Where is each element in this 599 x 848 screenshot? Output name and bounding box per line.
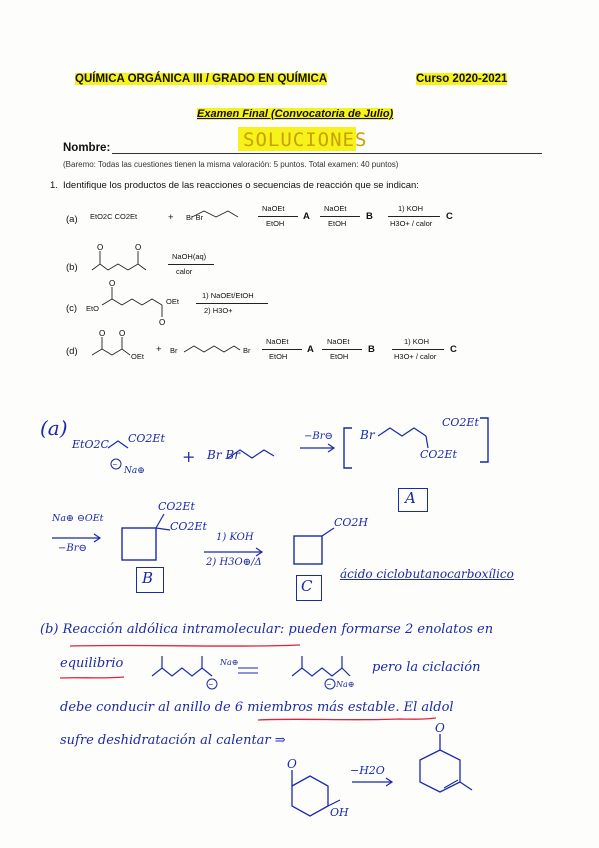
hand-b-line2-rest: pero la ciclación bbox=[372, 660, 481, 675]
hand-product-a-co2et-1: CO2Et bbox=[442, 416, 479, 429]
reaction-d-arrow1 bbox=[262, 349, 302, 350]
hand-box-c-text: C bbox=[301, 577, 313, 595]
hand-product-a-co2et-2: CO2Et bbox=[420, 448, 457, 461]
hand-step2-top: Na⊕ ⊖OEt bbox=[52, 513, 104, 524]
reaction-a-product-b: B bbox=[366, 211, 373, 222]
reaction-d-label: (d) bbox=[66, 346, 78, 357]
svg-text:O: O bbox=[159, 318, 166, 327]
hand-enolate-na: Na⊕ bbox=[124, 466, 145, 476]
hand-box-a-text: A bbox=[405, 489, 416, 507]
course-year: Curso 2020-2021 bbox=[416, 73, 508, 85]
question-number: 1. bbox=[50, 180, 58, 191]
svg-text:O: O bbox=[435, 721, 445, 735]
reaction-d-step3-top: 1) KOH bbox=[404, 337, 430, 346]
reaction-d-step2-bot: EtOH bbox=[330, 352, 349, 361]
reaction-d-arrow2 bbox=[322, 349, 362, 350]
svg-text:−: − bbox=[112, 460, 118, 469]
reaction-a-step1-bot: EtOH bbox=[266, 219, 285, 228]
exam-title: Examen Final (Convocatoria de Julio) bbox=[197, 108, 394, 120]
hand-b-na: Na⊕ bbox=[220, 658, 239, 667]
reaction-b-reagent-bot: calor bbox=[176, 267, 193, 276]
hand-oh: OH bbox=[330, 806, 349, 819]
reaction-d-arrow3 bbox=[392, 349, 444, 350]
reaction-a-arrow2 bbox=[320, 216, 360, 217]
hand-b-co2et-1: CO2Et bbox=[158, 500, 195, 513]
hand-a-label: (a) bbox=[40, 416, 68, 440]
reaction-c-eto: EtO bbox=[86, 304, 99, 313]
reaction-d-br2: Br bbox=[243, 346, 251, 355]
reaction-d-product-a: A bbox=[307, 344, 314, 355]
reaction-a-product-a: A bbox=[303, 211, 310, 222]
reaction-a-step3-top: 1) KOH bbox=[398, 204, 424, 213]
hand-b-equilibrio: equilibrio bbox=[60, 656, 124, 671]
reaction-a-malonate: EtO2C CO2Et bbox=[90, 212, 138, 221]
reaction-a-step2-top: NaOEt bbox=[324, 204, 347, 213]
hand-c-co2h: CO2H bbox=[334, 516, 369, 529]
reaction-b-reagent-top: NaOH(aq) bbox=[172, 252, 207, 261]
course-title: QUÍMICA ORGÁNICA III / GRADO EN QUÍMICA bbox=[75, 73, 328, 85]
hand-step3-bot: 2) H3O⊕/Δ bbox=[206, 557, 262, 568]
reaction-d-product-c: C bbox=[450, 344, 457, 355]
hand-b-na2: Na⊕ bbox=[336, 680, 355, 689]
hand-box-b-text: B bbox=[142, 569, 154, 587]
reaction-a-step3-bot: H3O+ / calor bbox=[390, 219, 433, 228]
hand-dibromide: Br Br bbox=[207, 448, 240, 462]
hand-step3-top: 1) KOH bbox=[216, 532, 254, 543]
hand-product-a-br: Br bbox=[360, 428, 375, 442]
hand-b-line3: debe conducir al anillo de 6 miembros más estable. El aldol bbox=[60, 700, 454, 715]
reaction-d-product-b: B bbox=[368, 344, 375, 355]
reaction-c-arrow bbox=[196, 303, 268, 304]
hand-b-line4: sufre deshidratación al calentar ⇒ bbox=[60, 733, 286, 748]
reaction-c-oet: OEt bbox=[166, 297, 179, 306]
svg-text:−: − bbox=[208, 680, 214, 689]
hand-minus-h2o: −H2O bbox=[350, 764, 385, 777]
hand-enolate-eto2c: EtO2C bbox=[72, 438, 109, 451]
reaction-d-oet: OEt bbox=[131, 352, 144, 361]
hand-plus: + bbox=[182, 447, 196, 466]
svg-text:O: O bbox=[287, 757, 297, 771]
reaction-d-step1-bot: EtOH bbox=[269, 352, 288, 361]
hand-b-line1: (b) Reacción aldólica intramolecular: pueden formarse 2 enolatos en bbox=[40, 622, 494, 637]
reaction-c-label: (c) bbox=[66, 303, 78, 314]
reaction-d-step3-bot: H3O+ / calor bbox=[394, 352, 437, 361]
reaction-b-label: (b) bbox=[66, 262, 78, 273]
reaction-c-reagent-top: 1) NaOEt/EtOH bbox=[202, 291, 254, 300]
reaction-c-reagent-bot: 2) H3O+ bbox=[204, 306, 233, 315]
reaction-a-product-c: C bbox=[446, 211, 453, 222]
svg-text:O: O bbox=[97, 243, 104, 252]
reaction-d-step1-top: NaOEt bbox=[266, 337, 289, 346]
svg-text:O: O bbox=[99, 329, 106, 338]
svg-text:O: O bbox=[135, 243, 142, 252]
reaction-a-dibromide: Br Br bbox=[186, 213, 204, 222]
hand-acid-name: ácido ciclobutanocarboxílico bbox=[340, 567, 514, 581]
svg-text:O: O bbox=[119, 329, 126, 338]
reaction-a-plus: + bbox=[168, 212, 174, 223]
solutions-stamp: SOLUCIONES bbox=[243, 129, 368, 151]
hand-b-co2et-2: CO2Et bbox=[170, 520, 207, 533]
reaction-d-step2-top: NaOEt bbox=[327, 337, 350, 346]
reaction-b-arrow bbox=[168, 264, 214, 265]
name-line bbox=[112, 153, 542, 154]
svg-text:−: − bbox=[326, 680, 332, 689]
reaction-d-br1: Br bbox=[170, 346, 178, 355]
question-text: Identifique los productos de las reacciones o secuencias de reacción que se indican: bbox=[63, 180, 419, 191]
reaction-a-arrow3 bbox=[388, 216, 440, 217]
name-label: Nombre: bbox=[63, 142, 111, 154]
reaction-d-plus: + bbox=[156, 344, 162, 355]
hand-enolate-co2et: CO2Et bbox=[128, 432, 165, 445]
hand-step1-reagent: −Br⊖ bbox=[304, 431, 333, 442]
reaction-a-step1-top: NaOEt bbox=[262, 204, 285, 213]
hand-step2-bot: −Br⊖ bbox=[58, 543, 87, 554]
reaction-a-label: (a) bbox=[66, 214, 78, 225]
reaction-a-arrow1 bbox=[258, 216, 298, 217]
grading-note: (Baremo: Todas las cuestiones tienen la misma valoración: 5 puntos. Total examen: 40 puntos) bbox=[63, 160, 399, 169]
reaction-a-step2-bot: EtOH bbox=[328, 219, 347, 228]
svg-text:O: O bbox=[109, 279, 116, 288]
